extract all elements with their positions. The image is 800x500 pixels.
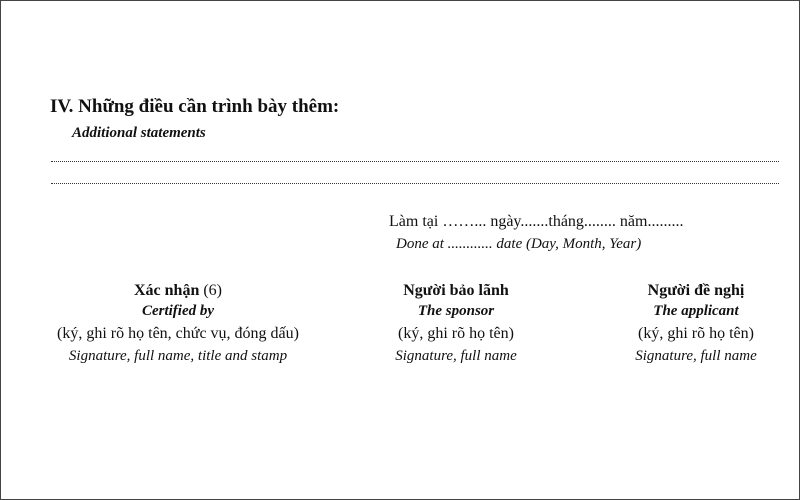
- signature-title: [57, 280, 299, 301]
- signature-instruction: (ký, ghi rõ họ tên): [398, 325, 514, 342]
- signature-footnote-ref: (6): [199, 282, 223, 299]
- place-date-line: Làm tại ……... ngày.......tháng........ năm.........: [389, 213, 684, 230]
- dotted-line-1: [51, 161, 779, 162]
- dotted-line-2: [51, 183, 779, 184]
- signature-title-text: Người bảo lãnh: [403, 282, 509, 299]
- signature-instruction: (ký, ghi rõ họ tên): [638, 325, 754, 342]
- section-heading: IV. Những điều cần trình bày thêm:: [50, 96, 340, 117]
- signature-title-en: Certified by: [141, 303, 215, 319]
- signature-title-text: Xác nhận: [133, 282, 200, 299]
- signature-block-applicant: [635, 280, 757, 366]
- signature-instruction-en: Signature, full name, title and stamp: [68, 348, 288, 364]
- place-date-line-en: Done at ............ date (Day, Month, Year): [396, 236, 642, 252]
- signature-block-certified: [57, 280, 299, 366]
- signature-title-text: Người đề nghị: [647, 282, 745, 299]
- signature-block-sponsor: [395, 280, 517, 366]
- signature-instruction: (ký, ghi rõ họ tên, chức vụ, đóng dấu): [57, 325, 299, 342]
- signature-title-en: The applicant: [653, 303, 739, 319]
- signature-title-en: The sponsor: [417, 303, 495, 319]
- signature-instruction-en: Signature, full name: [635, 348, 757, 364]
- signature-title: [635, 280, 757, 301]
- signature-instruction-en: Signature, full name: [395, 348, 517, 364]
- signature-title: [395, 280, 517, 301]
- section-subheading: Additional statements: [72, 125, 206, 141]
